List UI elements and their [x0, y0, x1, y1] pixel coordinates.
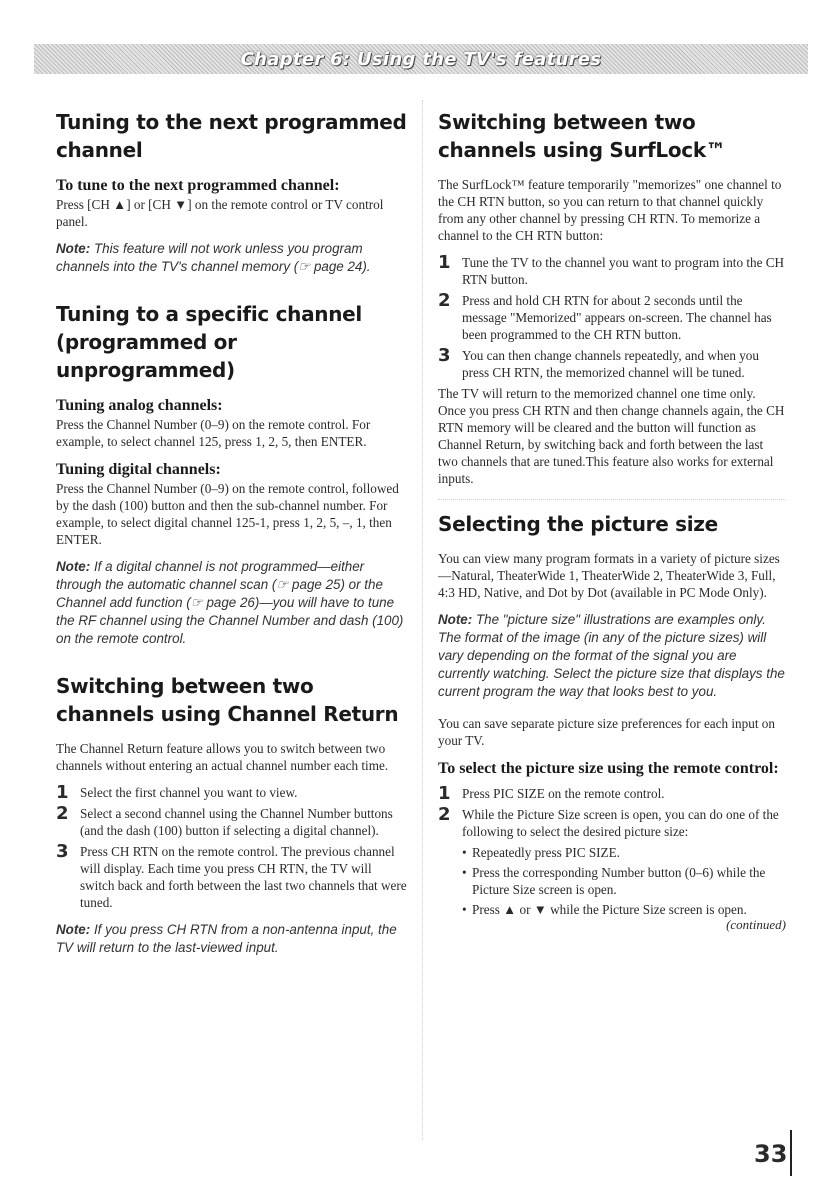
- body-digital: Press the Channel Number (0–9) on the remote control, followed by the dash (100) button and then the sub-channel number. For example, to select digital channel 125-1, press 1, 2, 5, –, 1, then ENTER.: [56, 481, 399, 547]
- body-surflock: The SurfLock™ feature temporarily "memorizes" one channel to the CH RTN button, so you can return to that channel quickly from any other channel by pressing CH RTN. To memorize a channel to the CH RTN button:: [438, 177, 782, 243]
- bullet-item: • Press the corresponding Number button (0–6) while the Picture Size screen is open.: [462, 864, 786, 898]
- section-title-channel-return: Switching between two channels using Channel Return: [56, 674, 399, 726]
- step-item: [56, 805, 408, 839]
- body-analog: Press the Channel Number (0–9) on the remote control. For example, to select channel 125, press 1, 2, 5, then ENTER.: [56, 417, 371, 449]
- body-picture-size-2: You can save separate picture size preferences for each input on your TV.: [438, 716, 775, 748]
- note-label: Note:: [56, 922, 91, 937]
- step-item: [438, 785, 786, 802]
- body-picture-size: You can view many program formats in a variety of picture sizes—Natural, TheaterWide 1, TheaterWide 2, TheaterWide 3, Full, 4:3 HD, Native, and Dot by Dot (available in PC Mode Only).: [438, 551, 780, 600]
- step-text: While the Picture Size screen is open, you can do one of the following to select the desired picture size:: [462, 807, 779, 839]
- chapter-banner: [34, 44, 808, 74]
- step-text: Select the first channel you want to view.: [80, 785, 298, 800]
- step-item: [56, 843, 408, 911]
- note-text: This feature will not work unless you program channels into the TV's channel memory (☞ page 24).: [56, 241, 371, 274]
- right-column: [438, 108, 786, 933]
- note-picture-size: [438, 611, 786, 701]
- step-number: 1: [438, 783, 451, 804]
- page-number: 33: [754, 1140, 788, 1168]
- step-item: [438, 806, 786, 840]
- step-number: 3: [56, 841, 69, 862]
- note-channel-return: [56, 921, 408, 957]
- note-label: Note:: [56, 559, 91, 574]
- step-text: Press PIC SIZE on the remote control.: [462, 786, 665, 801]
- step-number: 2: [438, 290, 451, 311]
- note-label: Note:: [56, 241, 91, 256]
- section-divider: [438, 499, 786, 500]
- step-text: Tune the TV to the channel you want to program into the CH RTN button.: [462, 255, 785, 287]
- section-title-surflock: Switching between two channels using SurfLock™: [438, 110, 726, 162]
- subheading-digital: Tuning digital channels:: [56, 461, 221, 478]
- note-text: The "picture size" illustrations are examples only. The format of the image (in any of the picture sizes) will vary depending on the format of the signal you are currently watching. Select the picture size that displays the current program the way that looks best to you.: [438, 612, 785, 699]
- subheading-next-channel: To tune to the next programmed channel:: [56, 177, 340, 194]
- body-surflock-2: The TV will return to the memorized channel one time only. Once you press CH RTN and then change channels again, the CH RTN memory will be cleared and the button will function as Channel Return, by switching back and forth between the last two channels that are tuned.This feature also works for external inputs.: [438, 386, 785, 486]
- body-channel-return: The Channel Return feature allows you to switch between two channels without entering an actual channel number each time.: [56, 741, 389, 773]
- step-text: Press and hold CH RTN for about 2 seconds until the message "Memorized" appears on-screen. The channel has been programmed to the CH RTN button.: [462, 293, 772, 342]
- page-number-rule: [790, 1130, 792, 1176]
- step-number: 2: [56, 803, 69, 824]
- step-item: [56, 784, 408, 801]
- step-number: 1: [438, 252, 451, 273]
- column-divider: [422, 100, 423, 1140]
- chapter-title: Chapter 6: Using the TV's features: [240, 48, 602, 70]
- note-next-channel: [56, 240, 408, 276]
- step-text: Press CH RTN on the remote control. The previous channel will display. Each time you press CH RTN, the TV will switch back and forth between the last two channels that were tuned.: [80, 844, 407, 910]
- bullet-item: • Repeatedly press PIC SIZE.: [462, 844, 786, 861]
- subheading-picture-size: To select the picture size using the remote control:: [438, 760, 779, 777]
- step-number: 3: [438, 345, 451, 366]
- step-item: [438, 347, 786, 381]
- step-item: [438, 254, 786, 288]
- body-next-channel: Press [CH ▲] or [CH ▼] on the remote control or TV control panel.: [56, 197, 384, 229]
- continued-label: (continued): [726, 917, 786, 932]
- left-column: [56, 108, 408, 971]
- step-text: You can then change channels repeatedly, and when you press CH RTN, the memorized channel will be tuned.: [462, 348, 759, 380]
- section-title-next-channel: Tuning to the next programmed channel: [56, 110, 407, 162]
- note-text: If a digital channel is not programmed—either through the automatic channel scan (☞ page 25) or the Channel add function (☞ page 26)—you will have to tune the RF channel using the Channel Number and dash (100) on the remote control.: [56, 559, 404, 646]
- note-text: If you press CH RTN from a non-antenna input, the TV will return to the last-viewed input.: [56, 922, 397, 955]
- step-number: 2: [438, 804, 451, 825]
- step-text: Select a second channel using the Channel Number buttons (and the dash (100) button if selecting a digital channel).: [80, 806, 393, 838]
- subheading-analog: Tuning analog channels:: [56, 397, 223, 414]
- bullet-item: • Press ▲ or ▼ while the Picture Size screen is open.: [462, 901, 786, 918]
- note-label: Note:: [438, 612, 473, 627]
- note-digital: [56, 558, 408, 648]
- section-title-picture-size: Selecting the picture size: [438, 512, 718, 536]
- step-number: 1: [56, 782, 69, 803]
- section-title-specific-channel: Tuning to a specific channel (programmed or unprogrammed): [56, 302, 362, 382]
- step-item: [438, 292, 786, 343]
